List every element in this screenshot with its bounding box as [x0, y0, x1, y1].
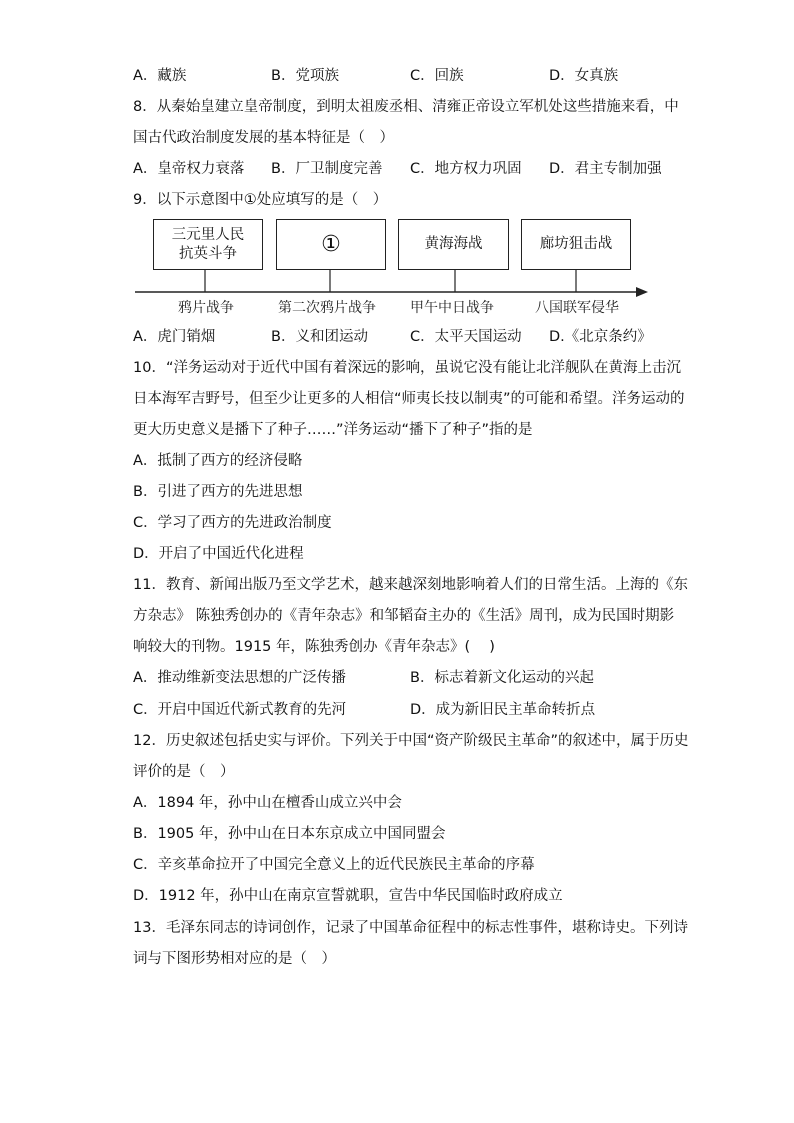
- q11-stem-line2: 方杂志》 陈独秀创办的《青年杂志》和邹韬奋主办的《生活》周刊，成为民国时期影: [133, 608, 675, 624]
- q13-stem-line1: 13．毛泽东同志的诗词创作，记录了中国革命征程中的标志性事件，堪称诗史。下列诗: [133, 920, 688, 936]
- diagram-box-1: [153, 219, 263, 270]
- q8-stem-line1: 8．从秦始皇建立皇帝制度，到明太祖废丞相、清雍正帝设立军机处这些措施来看，中: [133, 99, 679, 115]
- q10-option-d: D．开启了中国近代化进程: [133, 546, 304, 562]
- q10-stem-line3: 更大历史意义是播下了种子……”洋务运动“播下了种子”指的是: [133, 422, 533, 438]
- diagram-box-1-line2: 抗英斗争: [179, 245, 237, 262]
- q9-stem: 9．以下示意图中①处应填写的是（ ）: [133, 192, 388, 208]
- q7-option-d: D．女真族: [549, 68, 619, 84]
- diagram-box-2: [276, 219, 386, 270]
- q10-option-c: C．学习了西方的先进政治制度: [133, 515, 332, 531]
- timeline-label-1: 鸦片战争: [178, 300, 234, 316]
- q10-stem-line1: 10．“洋务运动对于近代中国有着深远的影响，虽说它没有能让北洋舰队在黄海上击沉: [133, 360, 681, 376]
- q8-option-d: D．君主专制加强: [549, 161, 662, 177]
- timeline-arrowhead: [636, 287, 648, 297]
- q12-option-b: B．1905 年，孙中山在日本东京成立中国同盟会: [133, 826, 446, 842]
- q8-option-c: C．地方权力巩固: [410, 161, 522, 177]
- timeline-label-4: 八国联军侵华: [535, 300, 619, 316]
- diagram-box-1-line1: 三元里人民: [171, 226, 245, 243]
- q10-option-a: A．抵制了西方的经济侵略: [133, 453, 303, 469]
- timeline-label-3: 甲午中日战争: [410, 300, 494, 316]
- q10-option-b: B．引进了西方的先进思想: [133, 484, 303, 500]
- q12-option-a: A．1894 年，孙中山在檀香山成立兴中会: [133, 795, 402, 811]
- diagram-box-2-marker: ①: [321, 232, 341, 257]
- q11-stem-line1: 11．教育、新闻出版乃至文学艺术，越来越深刻地影响着人们的日常生活。上海的《东: [133, 577, 688, 593]
- diagram-box-3-label: 黄海海战: [424, 236, 483, 252]
- q12-option-c: C．辛亥革命拉开了中国完全意义上的近代民族民主革命的序幕: [133, 857, 535, 873]
- q9-option-b: B．义和团运动: [271, 329, 368, 345]
- q12-stem-line2: 评价的是（ ）: [133, 764, 235, 780]
- diagram-box-4: [521, 219, 631, 270]
- q8-stem-line2: 国古代政治制度发展的基本特征是（ ）: [133, 130, 394, 146]
- q8-option-a: A．皇帝权力衰落: [133, 161, 245, 177]
- q11-option-c: C．开启中国近代新式教育的先河: [133, 702, 347, 718]
- q11-option-b: B．标志着新文化运动的兴起: [410, 670, 594, 686]
- q11-stem-line3: 响较大的刊物。1915 年，陈独秀创办《青年杂志》( ): [133, 639, 495, 655]
- q9-option-c: C．太平天国运动: [410, 329, 522, 345]
- q11-option-a: A．推动维新变法思想的广泛传播: [133, 670, 346, 686]
- diagram-box-4-label: 廊坊狙击战: [539, 236, 613, 252]
- q11-option-d: D．成为新旧民主革命转折点: [410, 702, 596, 718]
- diagram-box-3: [398, 219, 509, 270]
- q12-stem-line1: 12．历史叙述包括史实与评价。下列关于中国“资产阶级民主革命”的叙述中，属于历史: [133, 733, 689, 749]
- timeline-label-2: 第二次鸦片战争: [278, 300, 376, 316]
- q8-option-b: B．厂卫制度完善: [271, 161, 383, 177]
- q12-option-d: D．1912 年，孙中山在南京宣誓就职，宣告中华民国临时政府成立: [133, 888, 563, 904]
- q9-option-d: D.《北京条约》: [549, 329, 652, 345]
- q13-stem-line2: 词与下图形势相对应的是（ ）: [133, 951, 336, 967]
- q7-option-b: B．党项族: [271, 68, 339, 84]
- q9-option-a: A．虎门销烟: [133, 329, 216, 345]
- q7-option-c: C．回族: [410, 68, 464, 84]
- q10-stem-line2: 日本海军吉野号，但至少让更多的人相信“师夷长技以制夷”的可能和希望。洋务运动的: [133, 391, 685, 407]
- q7-option-a: A．藏族: [133, 68, 187, 84]
